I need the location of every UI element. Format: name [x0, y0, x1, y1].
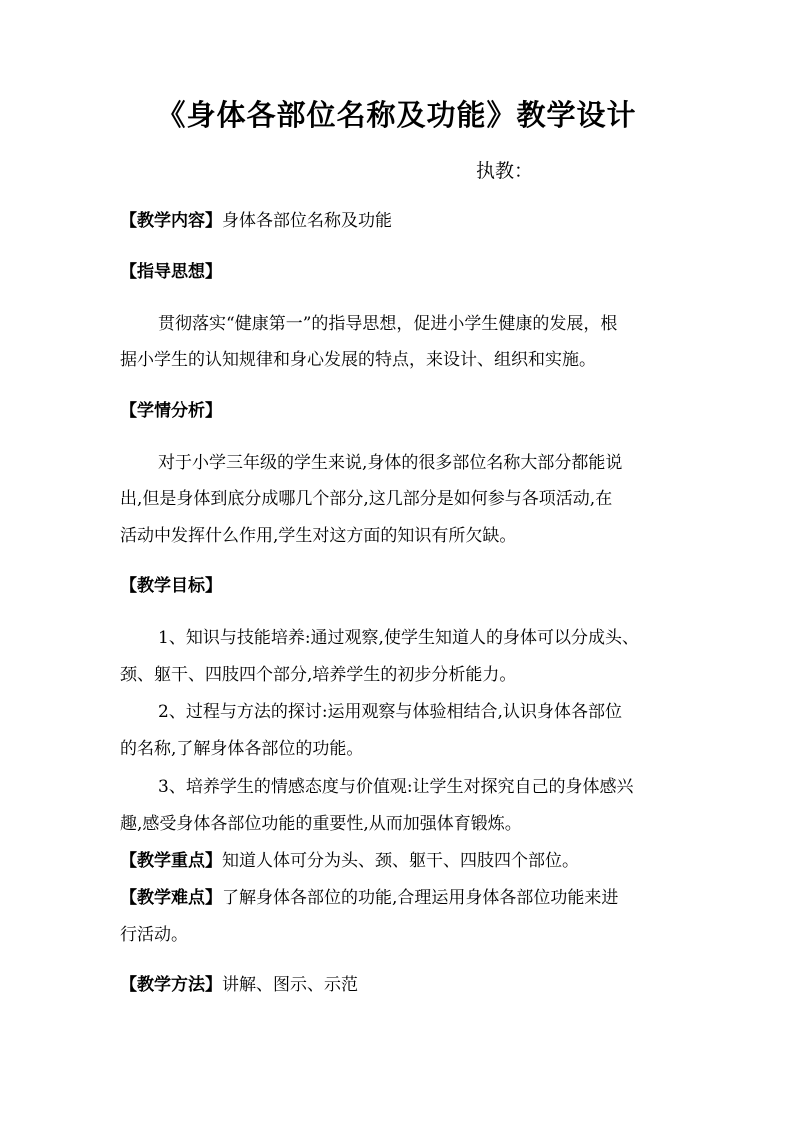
analysis-line-3: 活动中发挥什么作用,学生对这方面的知识有所欠缺。: [120, 526, 517, 546]
page-title: 《身体各部位名称及功能》教学设计: [156, 98, 637, 132]
goal-2-line-1: 2、过程与方法的探讨:运用观察与体验相结合,认识身体各部位: [158, 702, 622, 722]
analysis-line-2: 出,但是身体到底分成哪几个部分,这几部分是如何参与各项活动,在: [120, 489, 613, 509]
key-point-line: [120, 846, 680, 876]
goal-2-line-2: 的名称,了解身体各部位的功能。: [120, 739, 364, 759]
difficulty-label: 【教学难点】: [120, 888, 222, 908]
method-label: 【教学方法】: [120, 975, 222, 995]
goal-3-line-1: 3、培养学生的情感态度与价值观:让学生对探究自己的身体感兴: [158, 777, 634, 797]
guiding-heading: 【指导思想】: [120, 262, 222, 282]
difficulty-line-2: 行活动。: [120, 925, 188, 945]
method-text: 讲解、图示、示范: [222, 975, 358, 995]
analysis-heading: 【学情分析】: [120, 401, 222, 421]
teacher-label: 执教：: [476, 160, 534, 182]
content-line: [120, 206, 680, 236]
guiding-line-1: 贯彻落实“健康第一”的指导思想，促进小学生健康的发展，根: [158, 314, 618, 334]
difficulty-line-1: [120, 883, 680, 913]
guiding-line-2: 据小学生的认知规律和身心发展的特点，来设计、组织和实施。: [120, 350, 596, 370]
method-line: [120, 970, 680, 1000]
goal-3-line-2: 趣,感受身体各部位功能的重要性,从而加强体育锻炼。: [120, 814, 522, 834]
analysis-line-1: 对于小学三年级的学生来说,身体的很多部位名称大部分都能说: [158, 453, 623, 473]
content-label: 【教学内容】: [120, 211, 222, 231]
key-point-text: 知道人体可分为头、颈、躯干、四肢四个部位。: [222, 851, 579, 871]
goals-heading: 【教学目标】: [120, 576, 222, 596]
key-point-label: 【教学重点】: [120, 851, 222, 871]
goal-1-line-1: 1、知识与技能培养:通过观察,使学生知道人的身体可以分成头、: [158, 628, 639, 648]
goal-1-line-2: 颈、躯干、四肢四个部分,培养学生的初步分析能力。: [120, 665, 517, 685]
difficulty-text-1: 了解身体各部位的功能,合理运用身体各部位功能来进: [222, 888, 619, 908]
content-text: 身体各部位名称及功能: [222, 211, 392, 231]
